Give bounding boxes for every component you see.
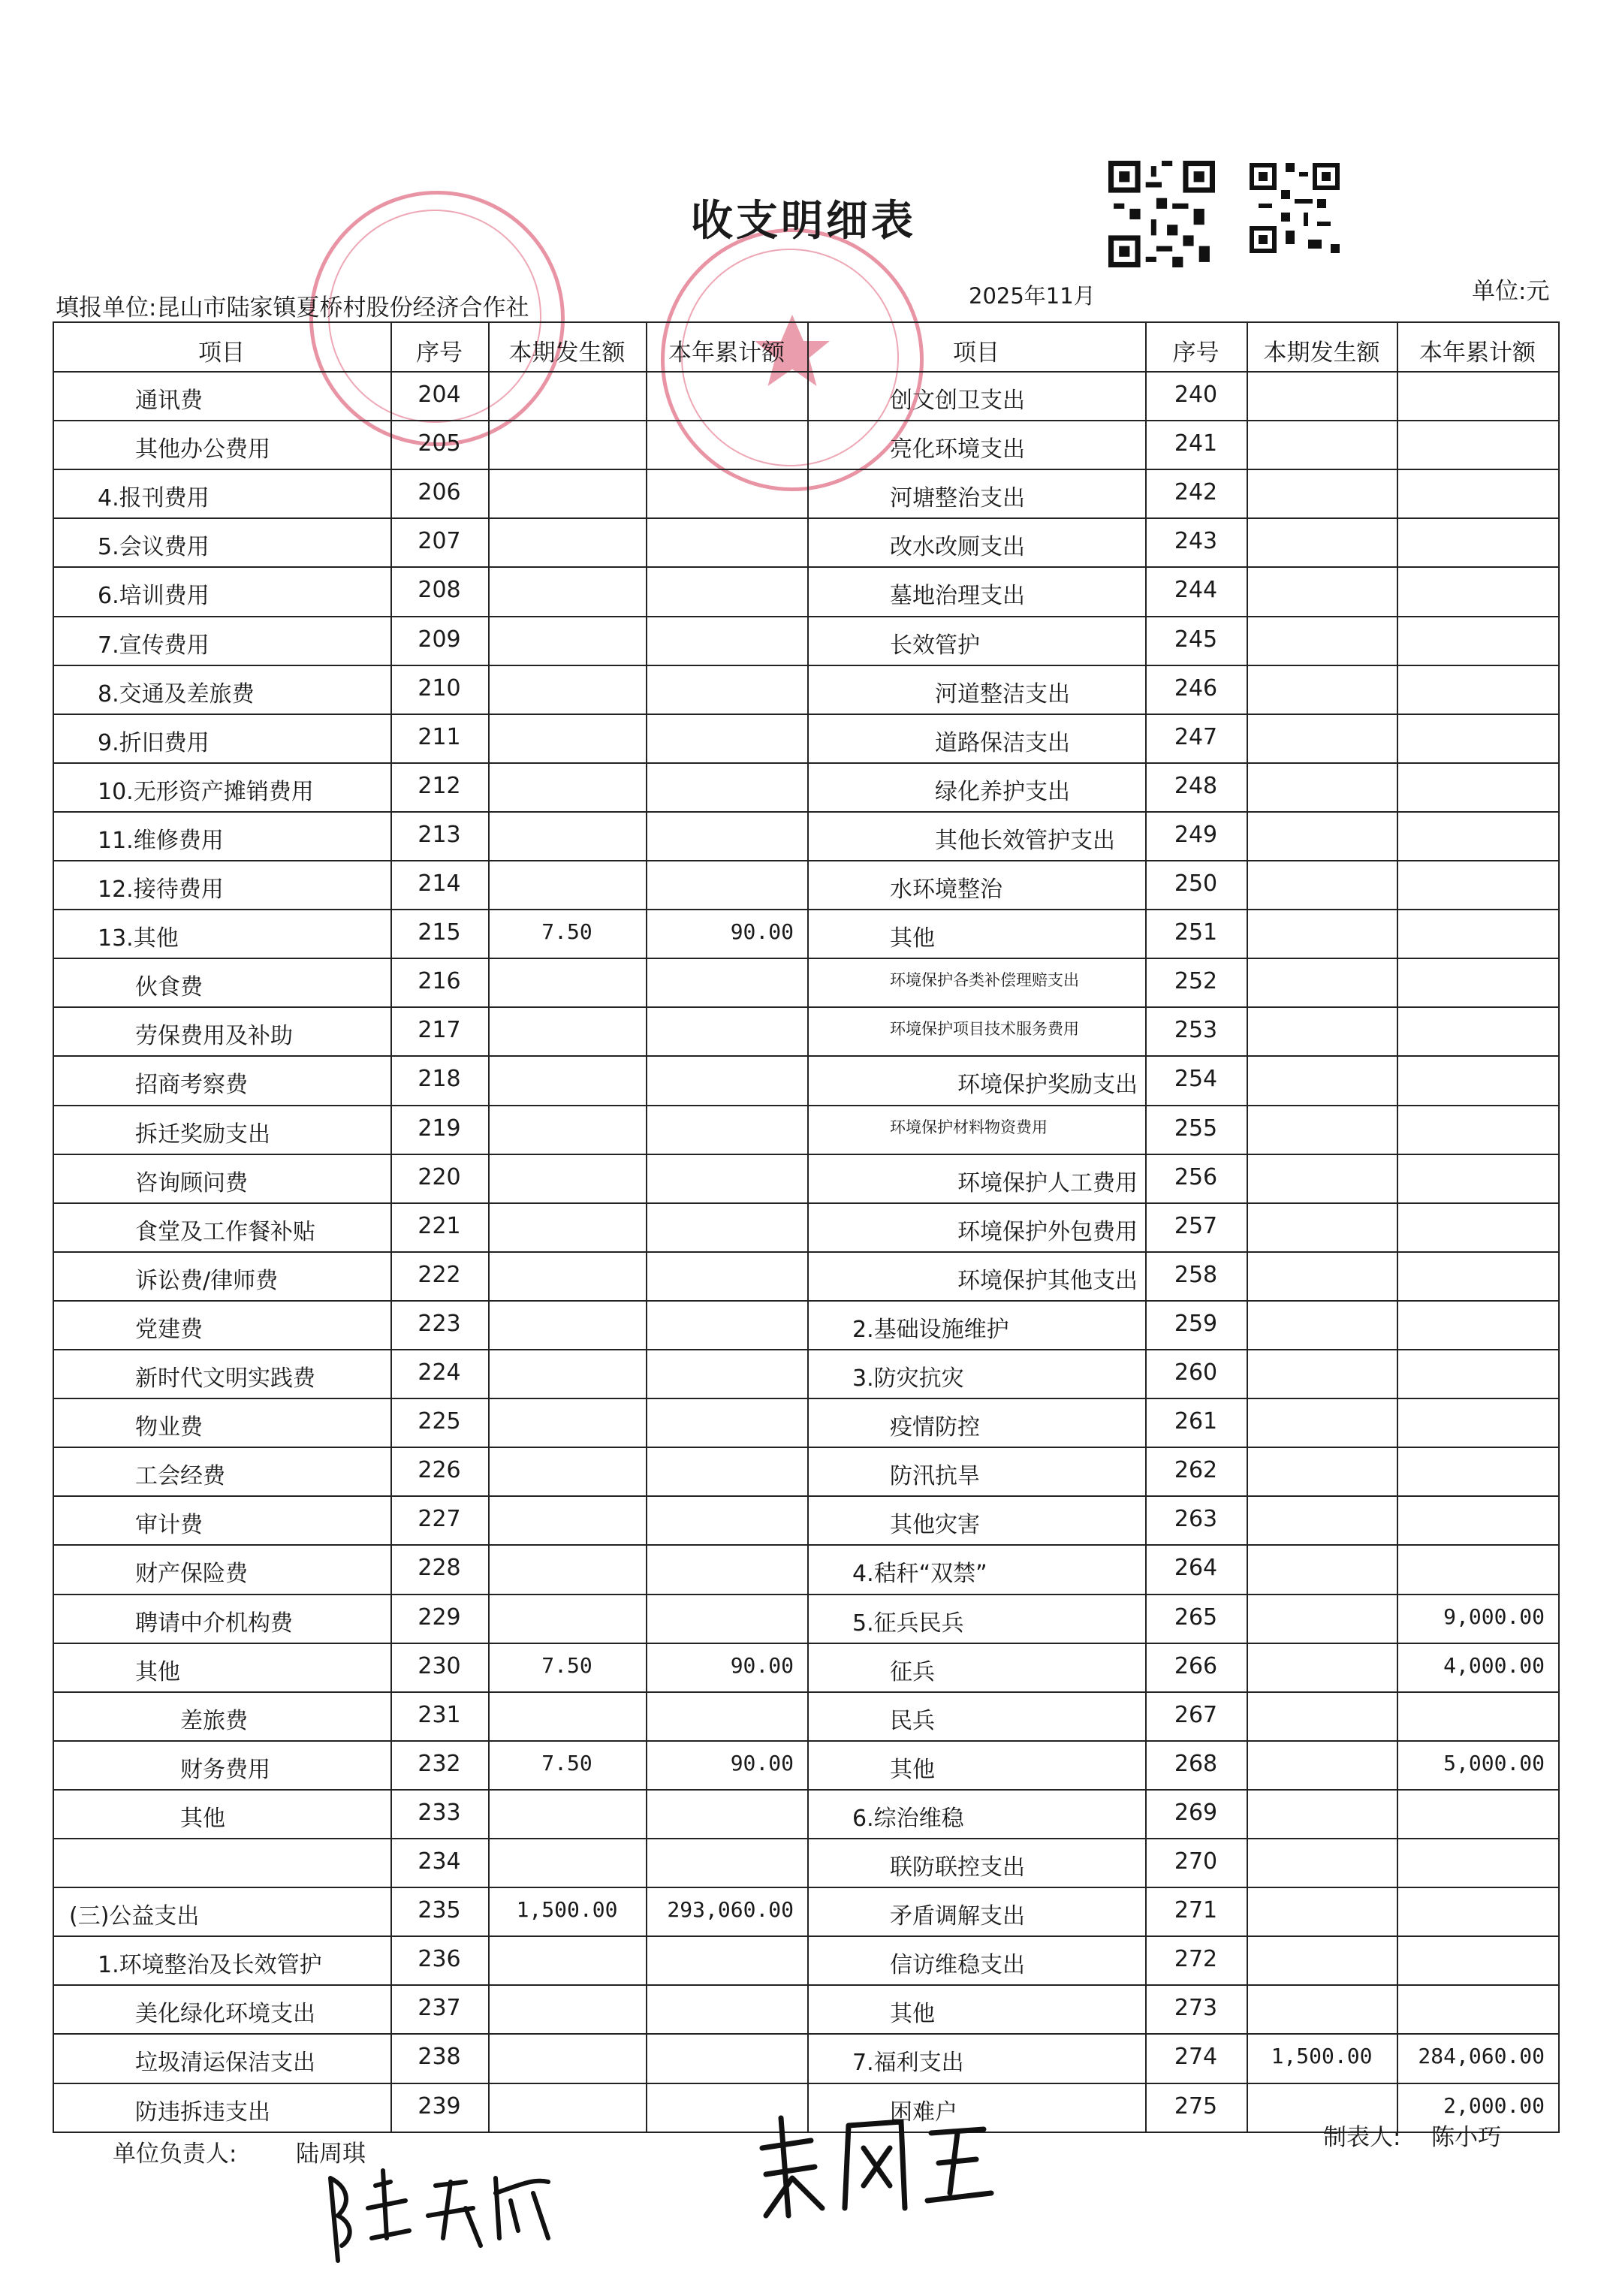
column-header-current: 本期发生额 xyxy=(1263,339,1380,367)
row-item-label: 咨询顾问费 xyxy=(135,1169,248,1196)
grid-line xyxy=(53,321,1558,323)
row-seq-number: 252 xyxy=(1174,968,1218,995)
row-seq-number: 225 xyxy=(418,1408,461,1435)
grid-line xyxy=(53,909,1558,910)
row-ytd-amount: 9,000.00 xyxy=(1443,1604,1545,1629)
row-item-label: 联防联控支出 xyxy=(890,1854,1025,1881)
row-seq-number: 215 xyxy=(418,919,461,946)
grid-line xyxy=(1397,321,1398,2133)
row-item-label: 食堂及工作餐补贴 xyxy=(135,1218,315,1245)
row-item-label: 新时代文明实践费 xyxy=(135,1365,315,1392)
grid-line xyxy=(53,958,1558,959)
row-item-label: 拆迁奖励支出 xyxy=(135,1121,270,1148)
grid-line xyxy=(1558,321,1560,2133)
row-item-label: 长效管护 xyxy=(890,632,980,659)
row-seq-number: 239 xyxy=(418,2092,461,2120)
row-item-label: 信访维稳支出 xyxy=(890,1952,1025,1979)
row-seq-number: 248 xyxy=(1174,772,1218,799)
grid-line xyxy=(53,469,1558,470)
grid-line xyxy=(53,1349,1558,1350)
row-seq-number: 210 xyxy=(418,674,461,701)
row-item-label: 8.交通及差旅费 xyxy=(98,680,255,708)
grid-line xyxy=(53,517,1558,519)
grid-line xyxy=(53,762,1558,764)
row-item-label: 4.报刊费用 xyxy=(98,485,210,512)
row-seq-number: 234 xyxy=(418,1848,461,1875)
row-seq-number: 231 xyxy=(418,1701,461,1728)
row-seq-number: 270 xyxy=(1174,1848,1218,1875)
row-ytd-amount: 90.00 xyxy=(730,1652,794,1678)
row-seq-number: 242 xyxy=(1174,479,1218,506)
grid-line xyxy=(807,321,809,2133)
row-item-label: 环境保护各类补偿理赔支出 xyxy=(890,971,1079,990)
row-item-label: 9.折旧费用 xyxy=(98,729,210,756)
row-seq-number: 251 xyxy=(1174,919,1218,946)
row-item-label: 7.福利支出 xyxy=(852,2050,964,2077)
grid-line xyxy=(53,2083,1558,2084)
grid-line xyxy=(53,1154,1558,1155)
grid-line xyxy=(53,1300,1558,1302)
row-seq-number: 221 xyxy=(418,1212,461,1239)
row-seq-number: 238 xyxy=(418,2044,461,2071)
grid-line xyxy=(53,1740,1558,1742)
row-seq-number: 240 xyxy=(1174,382,1218,408)
row-item-label: 13.其他 xyxy=(98,925,179,952)
grid-line xyxy=(646,321,647,2133)
row-item-label: 其他 xyxy=(890,2001,935,2028)
grid-line xyxy=(53,1935,1558,1937)
row-seq-number: 233 xyxy=(418,1799,461,1826)
row-seq-number: 230 xyxy=(418,1652,461,1679)
row-seq-number: 245 xyxy=(1174,626,1218,653)
row-seq-number: 219 xyxy=(418,1115,461,1142)
row-item-label: 其他 xyxy=(180,1805,225,1832)
grid-line xyxy=(53,811,1558,813)
row-item-label: 改水改厕支出 xyxy=(890,534,1025,561)
row-item-label: 4.秸秆“双禁” xyxy=(852,1561,987,1588)
row-seq-number: 274 xyxy=(1174,2044,1218,2071)
row-ytd-amount: 2,000.00 xyxy=(1443,2092,1545,2118)
row-seq-number: 228 xyxy=(418,1555,461,1582)
row-current-amount: 7.50 xyxy=(541,919,592,945)
row-item-label: 其他 xyxy=(890,1756,935,1783)
row-seq-number: 207 xyxy=(418,528,461,555)
row-item-label: 通讯费 xyxy=(135,388,203,414)
row-seq-number: 235 xyxy=(418,1897,461,1924)
row-ytd-amount: 4,000.00 xyxy=(1443,1652,1545,1678)
row-current-amount: 7.50 xyxy=(541,1750,592,1776)
handwritten-signature xyxy=(751,2103,1006,2231)
row-item-label: 防汛抗旱 xyxy=(890,1463,980,1490)
row-item-label: 审计费 xyxy=(135,1512,203,1539)
row-seq-number: 249 xyxy=(1174,821,1218,848)
row-item-label: 5.会议费用 xyxy=(98,534,210,561)
row-item-label: 其他 xyxy=(890,925,935,952)
column-header-seq: 序号 xyxy=(416,339,463,367)
grid-line xyxy=(53,616,1558,617)
row-current-amount: 1,500.00 xyxy=(516,1897,618,1923)
row-item-label: 环境保护外包费用 xyxy=(957,1218,1138,1245)
row-item-label: 困难户 xyxy=(890,2098,957,2126)
column-header-ytd: 本年累计额 xyxy=(1419,339,1536,367)
row-seq-number: 266 xyxy=(1174,1652,1218,1679)
row-item-label: 7.宣传费用 xyxy=(98,632,210,659)
grid-line xyxy=(53,665,1558,666)
currency-unit: 单位:元 xyxy=(1472,278,1550,305)
row-seq-number: 265 xyxy=(1174,1604,1218,1631)
grid-line xyxy=(53,1594,1558,1595)
row-item-label: 河塘整治支出 xyxy=(890,485,1025,512)
row-item-label: 垃圾清运保洁支出 xyxy=(135,2050,315,2077)
grid-line xyxy=(53,1643,1558,1644)
row-item-label: 5.征兵民兵 xyxy=(852,1610,964,1637)
row-item-label: 伙食费 xyxy=(135,974,203,1001)
row-seq-number: 263 xyxy=(1174,1506,1218,1533)
row-seq-number: 264 xyxy=(1174,1555,1218,1582)
grid-line xyxy=(53,321,54,2133)
reporting-unit-name: 昆山市陆家镇夏桥村股份经济合作社 xyxy=(156,294,529,321)
row-seq-number: 209 xyxy=(418,626,461,653)
row-seq-number: 220 xyxy=(418,1163,461,1190)
grid-line xyxy=(53,860,1558,861)
grid-line xyxy=(53,1251,1558,1253)
row-seq-number: 223 xyxy=(418,1310,461,1337)
report-period: 2025年11月 xyxy=(969,283,1096,309)
column-header-seq: 序号 xyxy=(1172,339,1220,367)
row-seq-number: 224 xyxy=(418,1359,461,1386)
row-item-label: 12.接待费用 xyxy=(98,876,224,903)
row-item-label: 创文创卫支出 xyxy=(890,388,1025,414)
row-seq-number: 216 xyxy=(418,968,461,995)
row-item-label: 环境保护材料物资费用 xyxy=(890,1118,1048,1136)
handwritten-signature xyxy=(323,2156,571,2268)
row-item-label: 其他长效管护支出 xyxy=(935,827,1115,854)
row-item-label: 11.维修费用 xyxy=(98,827,224,854)
row-seq-number: 204 xyxy=(418,382,461,408)
row-seq-number: 226 xyxy=(418,1457,461,1484)
row-item-label: 环境保护项目技术服务费用 xyxy=(890,1020,1079,1039)
row-seq-number: 255 xyxy=(1174,1115,1218,1142)
row-current-amount: 7.50 xyxy=(541,1652,592,1678)
row-seq-number: 273 xyxy=(1174,1995,1218,2022)
column-header-ytd: 本年累计额 xyxy=(668,339,785,367)
grid-line xyxy=(53,1838,1558,1839)
grid-line xyxy=(53,1544,1558,1546)
row-seq-number: 227 xyxy=(418,1506,461,1533)
page-title: 收支明细表 xyxy=(691,197,916,246)
preparer-name: 陈小巧 xyxy=(1431,2124,1501,2151)
row-seq-number: 272 xyxy=(1174,1946,1218,1973)
row-item-label: 环境保护奖励支出 xyxy=(957,1072,1138,1099)
row-seq-number: 256 xyxy=(1174,1163,1218,1190)
row-seq-number: 243 xyxy=(1174,528,1218,555)
row-seq-number: 241 xyxy=(1174,430,1218,457)
row-seq-number: 261 xyxy=(1174,1408,1218,1435)
row-item-label: 工会经费 xyxy=(135,1463,225,1490)
row-item-label: 征兵 xyxy=(890,1658,935,1685)
row-seq-number: 254 xyxy=(1174,1066,1218,1093)
row-item-label: 墓地治理支出 xyxy=(890,583,1025,610)
row-seq-number: 244 xyxy=(1174,577,1218,604)
row-item-label: 亮化环境支出 xyxy=(890,436,1025,463)
grid-line xyxy=(53,566,1558,568)
grid-line xyxy=(53,371,1558,373)
row-seq-number: 268 xyxy=(1174,1750,1218,1777)
row-seq-number: 262 xyxy=(1174,1457,1218,1484)
row-seq-number: 214 xyxy=(418,870,461,897)
row-seq-number: 246 xyxy=(1174,674,1218,701)
row-ytd-amount: 284,060.00 xyxy=(1418,2044,1545,2069)
row-seq-number: 258 xyxy=(1174,1261,1218,1288)
row-item-label: 1.环境整治及长效管护 xyxy=(98,1952,322,1979)
row-item-label: 美化绿化环境支出 xyxy=(135,2001,315,2028)
row-item-label: 2.基础设施维护 xyxy=(852,1316,1009,1343)
row-item-label: 矛盾调解支出 xyxy=(890,1903,1025,1930)
grid-line xyxy=(1247,321,1248,2133)
row-item-label: 疫情防控 xyxy=(890,1414,980,1441)
grid-line xyxy=(53,420,1558,421)
row-item-label: 党建费 xyxy=(135,1316,203,1343)
grid-line xyxy=(53,1398,1558,1399)
row-item-label: 环境保护其他支出 xyxy=(957,1267,1138,1294)
row-seq-number: 229 xyxy=(418,1604,461,1631)
grid-line xyxy=(53,714,1558,715)
row-item-label: 环境保护人工费用 xyxy=(957,1169,1138,1196)
row-item-label: 防违拆违支出 xyxy=(135,2098,270,2126)
grid-line xyxy=(53,1447,1558,1448)
grid-line xyxy=(53,1202,1558,1204)
grid-line xyxy=(53,1105,1558,1106)
row-item-label: 招商考察费 xyxy=(135,1072,248,1099)
column-header-current: 本期发生额 xyxy=(508,339,626,367)
column-header-item: 项目 xyxy=(198,339,245,367)
grid-line xyxy=(53,1006,1558,1008)
row-item-label: 聘请中介机构费 xyxy=(135,1610,293,1637)
row-seq-number: 206 xyxy=(418,479,461,506)
row-item-label: 物业费 xyxy=(135,1414,203,1441)
row-seq-number: 269 xyxy=(1174,1799,1218,1826)
row-item-label: 6.综治维稳 xyxy=(852,1805,964,1832)
row-seq-number: 271 xyxy=(1174,1897,1218,1924)
row-ytd-amount: 90.00 xyxy=(730,1750,794,1776)
row-seq-number: 212 xyxy=(418,772,461,799)
row-item-label: 水环境整治 xyxy=(890,876,1002,903)
row-ytd-amount: 293,060.00 xyxy=(667,1897,794,1923)
row-seq-number: 237 xyxy=(418,1995,461,2022)
row-item-label: 差旅费 xyxy=(180,1707,248,1734)
row-item-label: 其他 xyxy=(135,1658,180,1685)
row-seq-number: 247 xyxy=(1174,723,1218,750)
grid-line xyxy=(53,1055,1558,1057)
row-seq-number: 253 xyxy=(1174,1017,1218,1044)
row-seq-number: 208 xyxy=(418,577,461,604)
leader-name: 陆周琪 xyxy=(296,2141,366,2168)
row-item-label: 其他灾害 xyxy=(890,1512,980,1539)
preparer-label: 制表人: xyxy=(1323,2124,1401,2151)
row-seq-number: 275 xyxy=(1174,2092,1218,2120)
row-seq-number: 257 xyxy=(1174,1212,1218,1239)
row-seq-number: 211 xyxy=(418,723,461,750)
row-seq-number: 236 xyxy=(418,1946,461,1973)
reporting-unit-label: 填报单位: xyxy=(56,294,157,321)
row-item-label: 3.防灾抗灾 xyxy=(852,1365,964,1392)
row-seq-number: 205 xyxy=(418,430,461,457)
row-ytd-amount: 90.00 xyxy=(730,919,794,945)
row-seq-number: 232 xyxy=(418,1750,461,1777)
row-ytd-amount: 5,000.00 xyxy=(1443,1750,1545,1776)
row-seq-number: 218 xyxy=(418,1066,461,1093)
grid-line xyxy=(53,2033,1558,2035)
grid-line xyxy=(53,1789,1558,1791)
row-item-label: 诉讼费/律师费 xyxy=(135,1267,279,1294)
row-seq-number: 222 xyxy=(418,1261,461,1288)
row-item-label: 财产保险费 xyxy=(135,1561,248,1588)
row-seq-number: 217 xyxy=(418,1017,461,1044)
grid-line xyxy=(488,321,490,2133)
row-item-label: 6.培训费用 xyxy=(98,583,210,610)
row-item-label: 道路保洁支出 xyxy=(935,729,1070,756)
grid-line xyxy=(53,1887,1558,1888)
row-seq-number: 259 xyxy=(1174,1310,1218,1337)
row-item-label: (三)公益支出 xyxy=(69,1903,200,1930)
row-seq-number: 260 xyxy=(1174,1359,1218,1386)
leader-label: 单位负责人: xyxy=(113,2141,237,2168)
row-current-amount: 1,500.00 xyxy=(1271,2044,1373,2069)
row-item-label: 其他办公费用 xyxy=(135,436,270,463)
row-item-label: 10.无形资产摊销费用 xyxy=(98,778,314,805)
row-item-label: 绿化养护支出 xyxy=(935,778,1070,805)
grid-line xyxy=(53,1495,1558,1497)
row-seq-number: 267 xyxy=(1174,1701,1218,1728)
row-seq-number: 250 xyxy=(1174,870,1218,897)
row-item-label: 河道整洁支出 xyxy=(935,680,1070,708)
row-item-label: 财务费用 xyxy=(180,1756,270,1783)
row-seq-number: 213 xyxy=(418,821,461,848)
grid-line xyxy=(53,1984,1558,1986)
grid-line xyxy=(53,1691,1558,1693)
row-item-label: 劳保费用及补助 xyxy=(135,1023,293,1050)
column-header-item: 项目 xyxy=(953,339,999,367)
row-item-label: 民兵 xyxy=(890,1707,935,1734)
